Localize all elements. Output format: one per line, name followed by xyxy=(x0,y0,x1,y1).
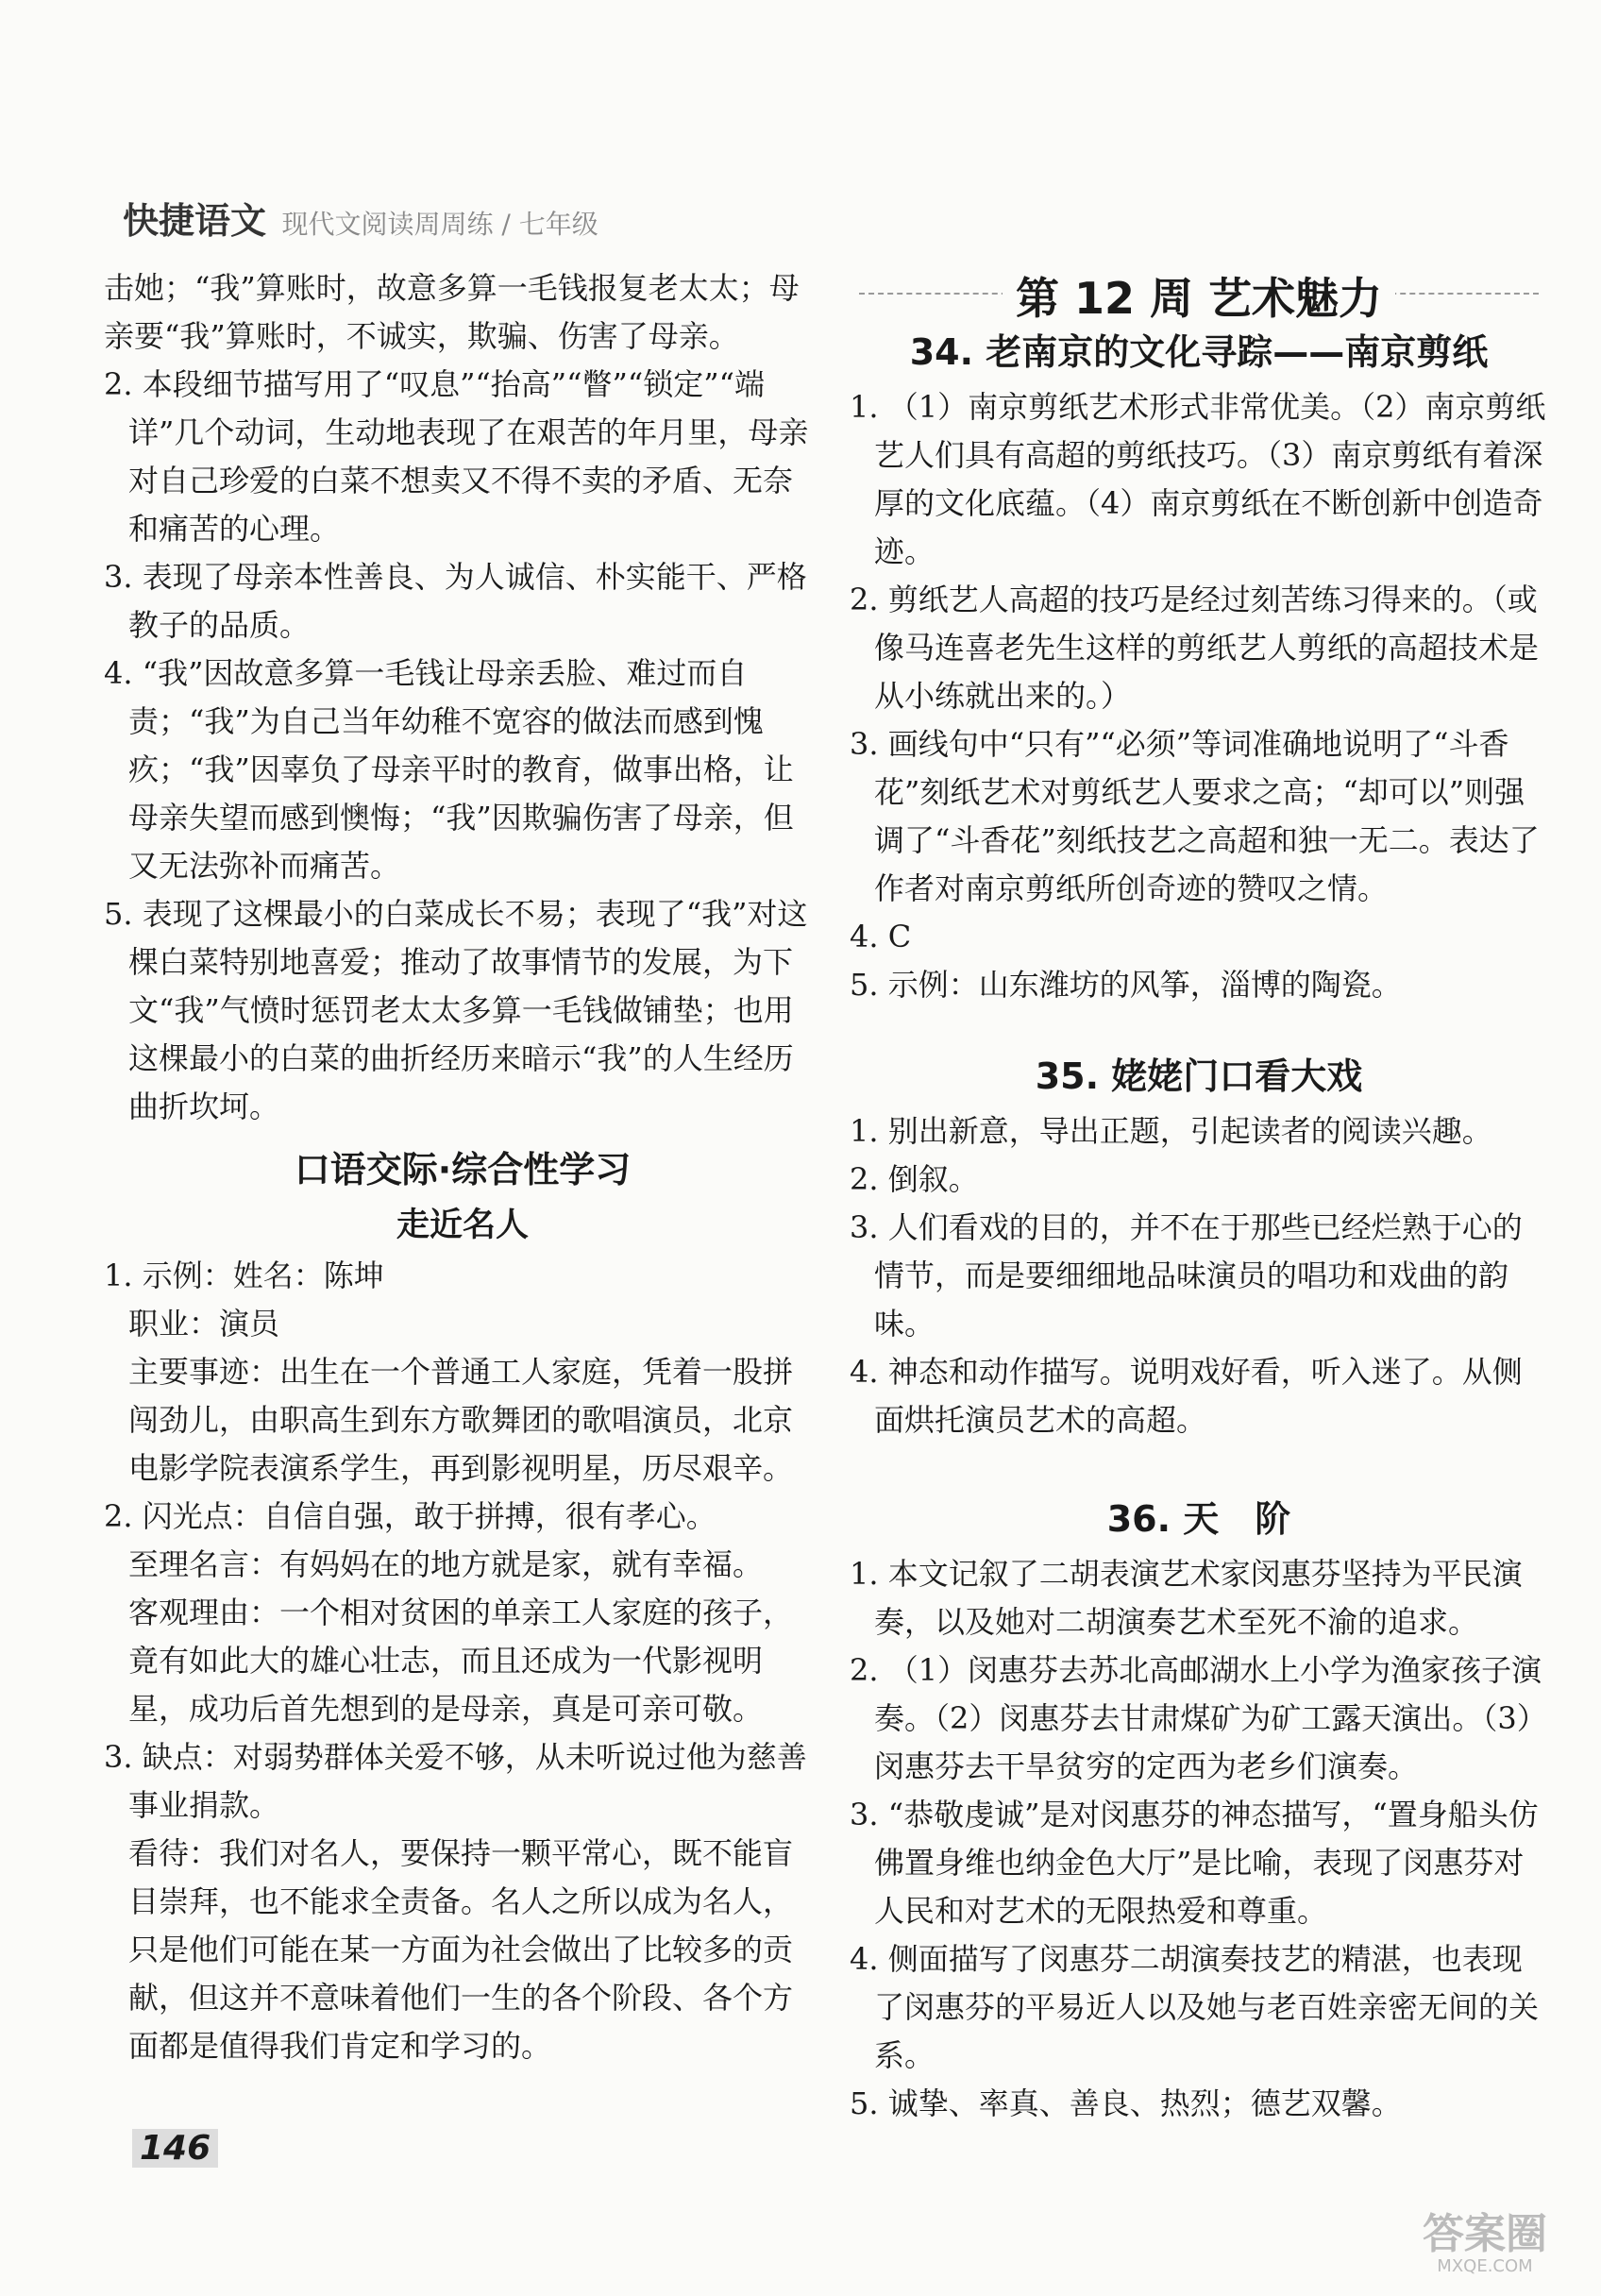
famous-q2-line1: 2. 闪光点：自信自强，敢于拼搏，很有孝心。 xyxy=(104,1498,716,1534)
s36-item-5: 5. 诚挚、率真、善良、热烈；德艺双馨。 xyxy=(850,2085,1402,2121)
sub-title-famous: 走近名人 xyxy=(396,1207,529,1244)
s36-item-2: 2. （1）闵惠芬去苏北高邮湖水上小学为渔家孩子演奏。（2）闵惠芬去甘肃煤矿为矿工露天演出。（3）闵惠芬去干旱贫穷的定西为老乡们演奏。 xyxy=(850,1652,1547,1784)
famous-q1-line2: 职业：演员 xyxy=(128,1306,280,1342)
answer-item-2: 2. 本段细节描写用了“叹息”“抬高”“瞥”“锁定”“端详”几个动词，生动地表现了在艰苦的年月里，母亲对自己珍爱的白菜不想卖又不得不卖的矛盾、无奈和痛苦的心理。 xyxy=(104,366,809,547)
page-number: 146 xyxy=(132,2129,218,2168)
section-title-oral: 口语交际·综合性学习 xyxy=(294,1149,632,1190)
right-column xyxy=(850,264,1548,2128)
s34-item-1: 1. （1）南京剪纸艺术形式非常优美。（2）南京剪纸艺人们具有高超的剪纸技巧。（3）南京剪纸有着深厚的文化底蕴。（4）南京剪纸在不断创新中创造奇迹。 xyxy=(850,389,1546,569)
section-35-title: 35. 姥姥门口看大戏 xyxy=(1035,1055,1363,1097)
s35-item-1: 1. 别出新意，导出正题，引起读者的阅读兴趣。 xyxy=(850,1113,1492,1149)
answer-item-3: 3. 表现了母亲本性善良、为人诚信、朴实能干、严格教子的品质。 xyxy=(104,559,807,643)
s34-item-3: 3. 画线句中“只有”“必须”等词准确地说明了“斗香花”刻纸艺术对剪纸艺人要求之高；“却可以”则强调了“斗香花”刻纸技艺之高超和独一无二。表达了作者对南京剪纸所创奇迹的赞叹之情。 xyxy=(850,726,1540,906)
s35-item-4: 4. 神态和动作描写。说明戏好看，听入迷了。从侧面烘托演员艺术的高超。 xyxy=(850,1354,1523,1438)
s34-item-5: 5. 示例：山东潍坊的风筝，淄博的陶瓷。 xyxy=(850,967,1402,1003)
s36-item-1: 1. 本文记叙了二胡表演艺术家闵惠芬坚持为平民演奏，以及她对二胡演奏艺术至死不渝的追求。 xyxy=(850,1556,1523,1640)
famous-q2-line2: 至理名言：有妈妈在的地方就是家，就有幸福。 xyxy=(128,1546,764,1582)
famous-q1-line3: 主要事迹：出生在一个普通工人家庭，凭着一股拼闯劲儿，由职高生到东方歌舞团的歌唱演员，北京电影学院表演系学生，再到影视明星，历尽艰辛。 xyxy=(128,1354,794,1486)
s36-item-4: 4. 侧面描写了闵惠芬二胡演奏技艺的精湛，也表现了闵惠芬的平易近人以及她与老百姓亲密无间的关系。 xyxy=(850,1941,1540,2073)
s34-item-4: 4. C xyxy=(850,919,912,954)
header-subtitle: 现代文阅读周周练 / 七年级 xyxy=(281,209,598,240)
week-title-text: 第 12 周 艺术魅力 xyxy=(1003,273,1395,324)
famous-q1-line1: 1. 示例：姓名：陈坤 xyxy=(104,1258,384,1293)
section-36-title: 36. 天 阶 xyxy=(1106,1498,1291,1540)
page-header xyxy=(123,192,598,244)
watermark-url: MXQE.COM xyxy=(1437,2256,1533,2276)
answer-item-5: 5. 表现了这棵最小的白菜成长不易；表现了“我”对这棵白菜特别地喜爱；推动了故事情节的发展，为下文“我”气愤时惩罚老太太多算一毛钱做铺垫；也用这棵最小的白菜的曲折经历来暗示“我”的人生经历曲折坎坷。 xyxy=(104,896,808,1124)
watermark-logo xyxy=(1405,2210,1565,2288)
watermark-text: 答案圈 xyxy=(1423,2210,1547,2258)
left-column xyxy=(104,264,821,2070)
famous-q3-line1: 3. 缺点：对弱势群体关爱不够，从未听说过他为慈善事业捐款。 xyxy=(104,1739,807,1823)
famous-q2-line3: 客观理由：一个相对贫困的单亲工人家庭的孩子，竟有如此大的雄心壮志，而且还成为一代影视明星，成功后首先想到的是母亲，真是可亲可敬。 xyxy=(128,1595,794,1727)
answer-item-4: 4. “我”因故意多算一毛钱让母亲丢脸、难过而自责；“我”为自己当年幼稚不宽容的做法而感到愧疚；“我”因辜负了母亲平时的教育，做事出格，让母亲失望而感到懊悔；“我”因欺骗伤害了母亲，但又无法弥补而痛苦。 xyxy=(104,655,794,884)
answer-continuation: 击她；“我”算账时，故意多算一毛钱报复老太太；母亲要“我”算账时，不诚实，欺骗、伤害了母亲。 xyxy=(104,270,800,354)
famous-q3-line2: 看待：我们对名人，要保持一颗平常心，既不能盲目崇拜，也不能求全责备。名人之所以成为名人，只是他们可能在某一方面为社会做出了比较多的贡献，但这并不意味着他们一生的各个阶段、各个方面都是值得我们肯定和学习的。 xyxy=(128,1835,794,2064)
brand-title: 快捷语文 xyxy=(123,200,267,242)
s36-item-3: 3. “恭敬虔诚”是对闵惠芬的神态描写，“置身船头仿佛置身维也纳金色大厅”是比喻，表现了闵惠芬对人民和对艺术的无限热爱和尊重。 xyxy=(850,1797,1539,1929)
s35-item-3: 3. 人们看戏的目的，并不在于那些已经烂熟于心的情节，而是要细细地品味演员的唱功和戏曲的韵味。 xyxy=(850,1209,1523,1342)
section-34-title: 34. 老南京的文化寻踪——南京剪纸 xyxy=(909,331,1489,373)
s35-item-2: 2. 倒叙。 xyxy=(850,1161,979,1197)
s34-item-2: 2. 剪纸艺人高超的技巧是经过刻苦练习得来的。（或像马连喜老先生这样的剪纸艺人剪纸的高超技术是从小练就出来的。） xyxy=(850,582,1540,714)
week-title xyxy=(850,264,1548,324)
